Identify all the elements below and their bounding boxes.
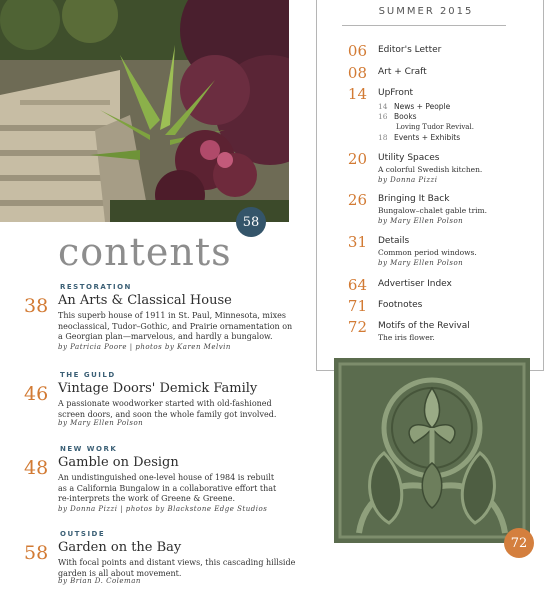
upfront-subitem[interactable]: 14 News + People xyxy=(378,102,451,111)
toc-label[interactable]: Bringing It Back xyxy=(378,194,450,204)
byline: by Mary Ellen Polson xyxy=(58,419,144,427)
page-number: 48 xyxy=(24,457,49,479)
page-number: 06 xyxy=(347,42,367,60)
page-number: 58 xyxy=(24,542,49,564)
feature-description: This superb house of 1911 in St. Paul, Minnesota, mixes neoclassical, Tudor–Gothic, and Prairie ornamentation on a Georgian plan—marvelous, and hardly a bungalow. xyxy=(58,311,293,341)
page-number: 72 xyxy=(347,318,367,336)
section-label: RESTORATION xyxy=(60,283,132,291)
byline: by Patricia Poore | photos by Karen Melvin xyxy=(58,343,231,351)
feature-description: With focal points and distant views, this cascading hillside garden is all about movement. xyxy=(58,558,296,578)
toc-label[interactable]: Footnotes xyxy=(378,300,423,310)
upfront-subitem[interactable]: 16 Books xyxy=(378,112,417,121)
divider xyxy=(342,25,506,26)
feature-title[interactable]: Vintage Doors' Demick Family xyxy=(58,381,258,396)
page-number: 31 xyxy=(347,233,367,251)
byline: by Donna Pizzi xyxy=(378,176,438,184)
feature-title[interactable]: An Arts & Classical House xyxy=(58,293,232,308)
toc-label[interactable]: UpFront xyxy=(378,88,414,98)
issue-label: SUMMER 2015 xyxy=(378,6,474,17)
iris-tile-image xyxy=(334,358,530,543)
page-number: 20 xyxy=(347,150,367,168)
toc-description: Common period windows. xyxy=(378,248,477,257)
byline: by Mary Ellen Polson xyxy=(378,217,464,225)
page-number: 64 xyxy=(347,276,367,294)
toc-label[interactable]: Art + Craft xyxy=(378,67,427,77)
page-number: 26 xyxy=(347,191,367,209)
toc-label[interactable]: Details xyxy=(378,236,410,246)
page-number: 08 xyxy=(347,64,367,82)
garden-steps-photo xyxy=(0,0,289,222)
upfront-subitem[interactable]: 18 Events + Exhibits xyxy=(378,133,461,142)
books-note: Loving Tudor Revival. xyxy=(396,123,474,131)
byline: by Brian D. Coleman xyxy=(58,577,141,585)
page-number: 46 xyxy=(24,383,49,405)
feature-title[interactable]: Gamble on Design xyxy=(58,455,179,470)
toc-label[interactable]: Advertiser Index xyxy=(378,279,452,289)
toc-description: The iris flower. xyxy=(378,333,435,342)
page-number: 38 xyxy=(24,295,49,317)
toc-label[interactable]: Motifs of the Revival xyxy=(378,321,470,331)
section-label: NEW WORK xyxy=(60,445,118,453)
page-title: contents xyxy=(58,230,232,274)
page-number: 71 xyxy=(347,297,367,315)
byline: by Mary Ellen Polson xyxy=(378,259,464,267)
page-number: 14 xyxy=(347,85,367,103)
toc-label[interactable]: Utility Spaces xyxy=(378,153,440,163)
feature-description: A passionate woodworker started with old-fashioned screen doors, and soon the whole family got involved. xyxy=(58,399,277,419)
byline: by Donna Pizzi | photos by Blackstone Edge Studios xyxy=(58,505,268,513)
feature-description: An undistinguished one-level house of 1984 is rebuilt as a California Bungalow in a collaborative effort that re-interprets the work of Greene & Greene. xyxy=(58,473,277,503)
page-badge[interactable]: 58 xyxy=(236,207,266,237)
page-badge[interactable]: 72 xyxy=(504,528,534,558)
toc-description: Bungalow–chalet gable trim. xyxy=(378,206,488,215)
section-label: THE GUILD xyxy=(60,371,116,379)
section-label: OUTSIDE xyxy=(60,530,106,538)
toc-label[interactable]: Editor's Letter xyxy=(378,45,442,55)
feature-title[interactable]: Garden on the Bay xyxy=(58,540,182,555)
toc-description: A colorful Swedish kitchen. xyxy=(378,165,483,174)
